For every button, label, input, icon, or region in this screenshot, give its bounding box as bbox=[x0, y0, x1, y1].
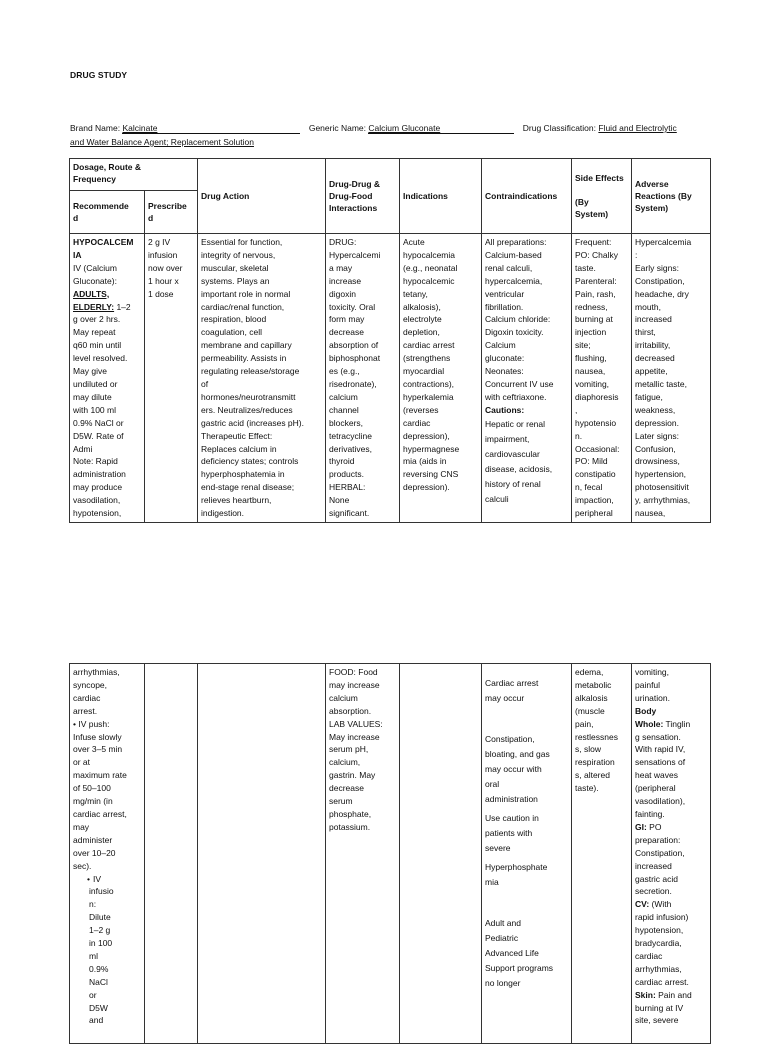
cell-interactions: DRUG: Hypercalcemi a may increase digoxin toxicity. Oral form may decrease absorption of biphosphonat es (e.g., risedronate), calcium channel blockers, tetracycline derivatives, thyroid products. HERBAL: None significant. bbox=[326, 234, 400, 523]
cell-indications: Acute hypocalcemia (e.g., neonatal hypocalcemic tetany, alkalosis), electrolyte depletion, cardiac arrest (strengthens myocardial contractions), hyperkalemia (reverses cardiac depression), hypermagnese mia (aids in reversing CNS depression). bbox=[400, 234, 482, 523]
cell-recommended-dose-cont: arrhythmias, syncope, cardiac arrest. • IV push: Infuse slowly over 3–5 min or at maximum rate of 50–100 mg/min (in cardiac arrest, may administer over 10–20 sec). • IV infusio n: Dilute 1–2 g in 100 ml 0.9% NaCl or D5W and bbox=[70, 664, 145, 1044]
cell-prescribed-dose: 2 g IV infusion now over 1 hour x 1 dose bbox=[145, 234, 198, 523]
cell-contraindications-cont: Cardiac arrest may occur Constipation, bloating, and gas may occur with oral administration Use caution in patients with severe Hyperphosphate mia Adult and Pediatric Advanced Life Support programs no longer bbox=[482, 664, 572, 1044]
generic-name-value: Calcium Gluconate bbox=[368, 123, 514, 134]
header-dosage-route-frequency: Dosage, Route & Frequency bbox=[70, 159, 198, 191]
cell-indications-cont bbox=[400, 664, 482, 1044]
header-side-effects: Side Effects (By System) bbox=[572, 159, 632, 234]
cell-adverse-reactions: Hypercalcemia : Early signs: Constipation, headache, dry mouth, increased thirst, irritability, decreased appetite, metallic taste, fatigue, weakness, depression. Later signs: Confusion, drowsiness, hypertension, photosensitivit y, arrhythmias, nausea, bbox=[632, 234, 711, 523]
header-contraindications: Contraindications bbox=[482, 159, 572, 234]
cell-interactions-cont: FOOD: Food may increase calcium absorption. LAB VALUES: May increase serum pH, calcium, gastrin. May decrease serum phosphate, potassium. bbox=[326, 664, 400, 1044]
cell-side-effects: Frequent: PO: Chalky taste. Parenteral: Pain, rash, redness, burning at injection site; flushing, nausea, vomiting, diaphoresis , hypotensio n. Occasional: PO: Mild constipatio n, fecal impaction, peripheral bbox=[572, 234, 632, 523]
drug-info-header bbox=[70, 121, 710, 149]
cell-contraindications: All preparations: Calcium-based renal calculi, hypercalcemia, ventricular fibrillation. Calcium chloride: Digoxin toxicity. Calcium gluconate: Neonates: Concurrent IV use with ceftriaxone. Cautions: Hepatic or renal impairment, cardiovascular disease, acidosis, history of renal calculi bbox=[482, 234, 572, 523]
header-prescribed: Prescribe d bbox=[145, 191, 198, 234]
drug-classification-value-cont: and Water Balance Agent; Replacement Solution bbox=[70, 137, 254, 147]
header-recommended: Recommende d bbox=[70, 191, 145, 234]
generic-name-label: Generic Name: bbox=[308, 123, 367, 133]
cell-drug-action: Essential for function, integrity of nervous, muscular, skeletal systems. Plays an important role in normal cardiac/renal function, respiration, blood coagulation, cell membrane and capillary permeability. Assists in regulating release/storage of hormones/neurotransmitt ers. Neutralizes/reduces gastric acid (increases pH). Therapeutic Effect: Replaces calcium in deficiency states; controls hyperphosphatemia in end-stage renal disease; relieves heartburn, indigestion. bbox=[198, 234, 326, 523]
header-drug-action: Drug Action bbox=[198, 159, 326, 234]
cell-side-effects-cont: edema, metabolic alkalosis (muscle pain, restlessnes s, slow respiration s, altered taste). bbox=[572, 664, 632, 1044]
brand-name-label: Brand Name: bbox=[70, 123, 121, 133]
header-indications: Indications bbox=[400, 159, 482, 234]
cell-prescribed-dose-cont bbox=[145, 664, 198, 1044]
cell-recommended-dose: HYPOCALCEM IA IV (Calcium Gluconate): ADULTS, ELDERLY: 1–2 g over 2 hrs. May repeat q60 min until level resolved. May give undiluted or may dilute with 100 ml 0.9% NaCl or D5W. Rate of Admi Note: Rapid administration may produce vasodilation, hypotension, bbox=[70, 234, 145, 523]
drug-classification-label: Drug Classification: bbox=[522, 123, 596, 133]
cell-adverse-reactions-cont: vomiting, painful urination. Body Whole: Tinglin g sensation. With rapid IV, sensations of heat waves (peripheral vasodilation), fainting. GI: PO preparation: Constipation, increased gastric acid secretion. CV: (With rapid infusion) hypotension, bradycardia, cardiac arrhythmias, cardiac arrest. Skin: Pain and burning at IV site, severe bbox=[632, 664, 711, 1044]
cell-drug-action-cont bbox=[198, 664, 326, 1044]
drug-study-table-part-1 bbox=[69, 158, 711, 523]
page-title: DRUG STUDY bbox=[70, 70, 128, 80]
drug-study-table-part-2 bbox=[69, 663, 711, 1044]
brand-name-value: Kalcinate bbox=[122, 123, 300, 134]
header-interactions: Drug-Drug & Drug-Food Interactions bbox=[326, 159, 400, 234]
drug-classification-value: Fluid and Electrolytic bbox=[598, 123, 677, 133]
header-adverse-reactions: Adverse Reactions (By System) bbox=[632, 159, 711, 234]
